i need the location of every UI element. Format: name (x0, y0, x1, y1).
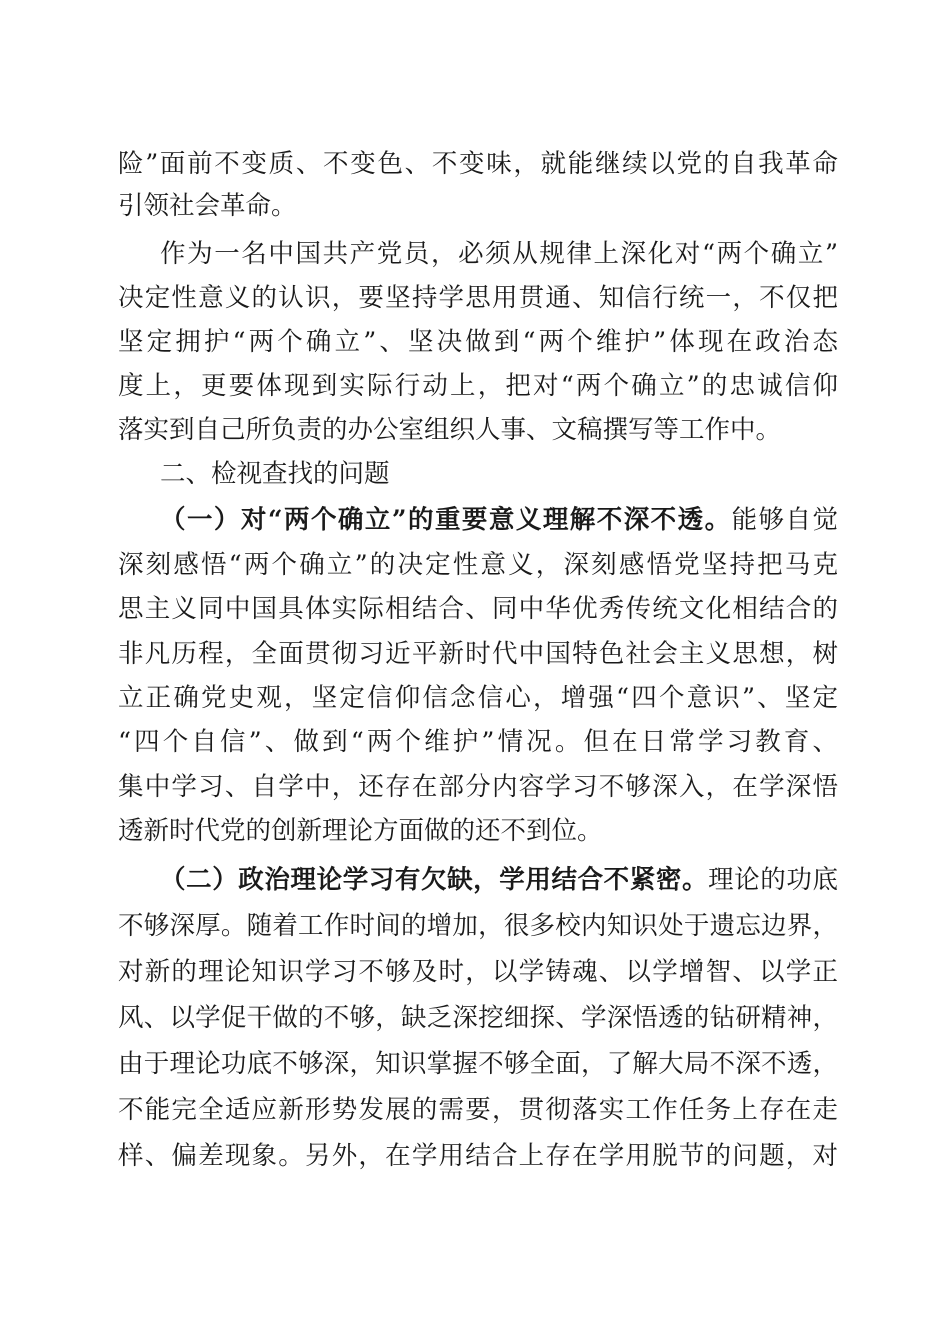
item1-line2: 深刻感悟“两个确立”的决定性意义，深刻感悟党坚持把马克 (118, 550, 838, 580)
paragraph2-line1: 作为一名中国共产党员，必须从规律上深化对“两个确立” (160, 239, 838, 269)
item2-line2: 不够深厚。随着工作时间的增加，很多校内知识处于遗忘边界， (118, 911, 838, 941)
item2-line4: 风、以学促干做的不够，缺乏深挖细探、学深悟透的钻研精神， (118, 1003, 838, 1033)
item1-line1 (160, 500, 838, 540)
paragraph2-line4: 度上，更要体现到实际行动上，把对“两个确立”的忠诚信仰 (118, 371, 838, 401)
item2-bold-lead: （二）政治理论学习有欠缺，学用结合不紧密。 (160, 865, 709, 895)
item2-line5: 由于理论功底不够深，知识掌握不够全面，了解大局不深不透， (118, 1049, 838, 1079)
item1-line8: 透新时代党的创新理论方面做的还不到位。 (118, 816, 603, 846)
item2-line7: 样、偏差现象。另外，在学用结合上存在学用脱节的问题，对 (118, 1141, 838, 1171)
paragraph2-line3: 坚定拥护“两个确立”、坚决做到“两个维护”体现在政治态 (118, 327, 838, 357)
item2-line1-rest: 理论的功底 (708, 865, 838, 895)
item2-line1 (160, 860, 838, 900)
item2-line3: 对新的理论知识学习不够及时，以学铸魂、以学增智、以学正 (118, 957, 838, 987)
item1-line1-rest: 能够自觉 (731, 505, 838, 535)
paragraph2-line2: 决定性意义的认识，要坚持学思用贯通、知信行统一，不仅把 (118, 283, 838, 313)
item1-line4: 非凡历程，全面贯彻习近平新时代中国特色社会主义思想，树 (118, 639, 838, 669)
item1-line7: 集中学习、自学中，还存在部分内容学习不够深入，在学深悟 (118, 772, 838, 802)
section-heading: 二、检视查找的问题 (160, 459, 390, 489)
paragraph1-line2: 引领社会革命。 (118, 191, 297, 221)
item1-line6: “四个自信”、做到“两个维护”情况。但在日常学习教育、 (118, 727, 838, 757)
item2-line6: 不能完全适应新形势发展的需要，贯彻落实工作任务上存在走 (118, 1095, 838, 1125)
item1-line3: 思主义同中国具体实际相结合、同中华优秀传统文化相结合的 (118, 594, 838, 624)
item1-line5: 立正确党史观，坚定信仰信念信心，增强“四个意识”、坚定 (118, 683, 838, 713)
item1-bold-lead: （一）对“两个确立”的重要意义理解不深不透。 (160, 505, 732, 535)
paragraph1-line1: 险”面前不变质、不变色、不变味，就能继续以党的自我革命 (118, 149, 838, 179)
paragraph2-line5: 落实到自己所负责的办公室组织人事、文稿撰写等工作中。 (118, 415, 782, 445)
